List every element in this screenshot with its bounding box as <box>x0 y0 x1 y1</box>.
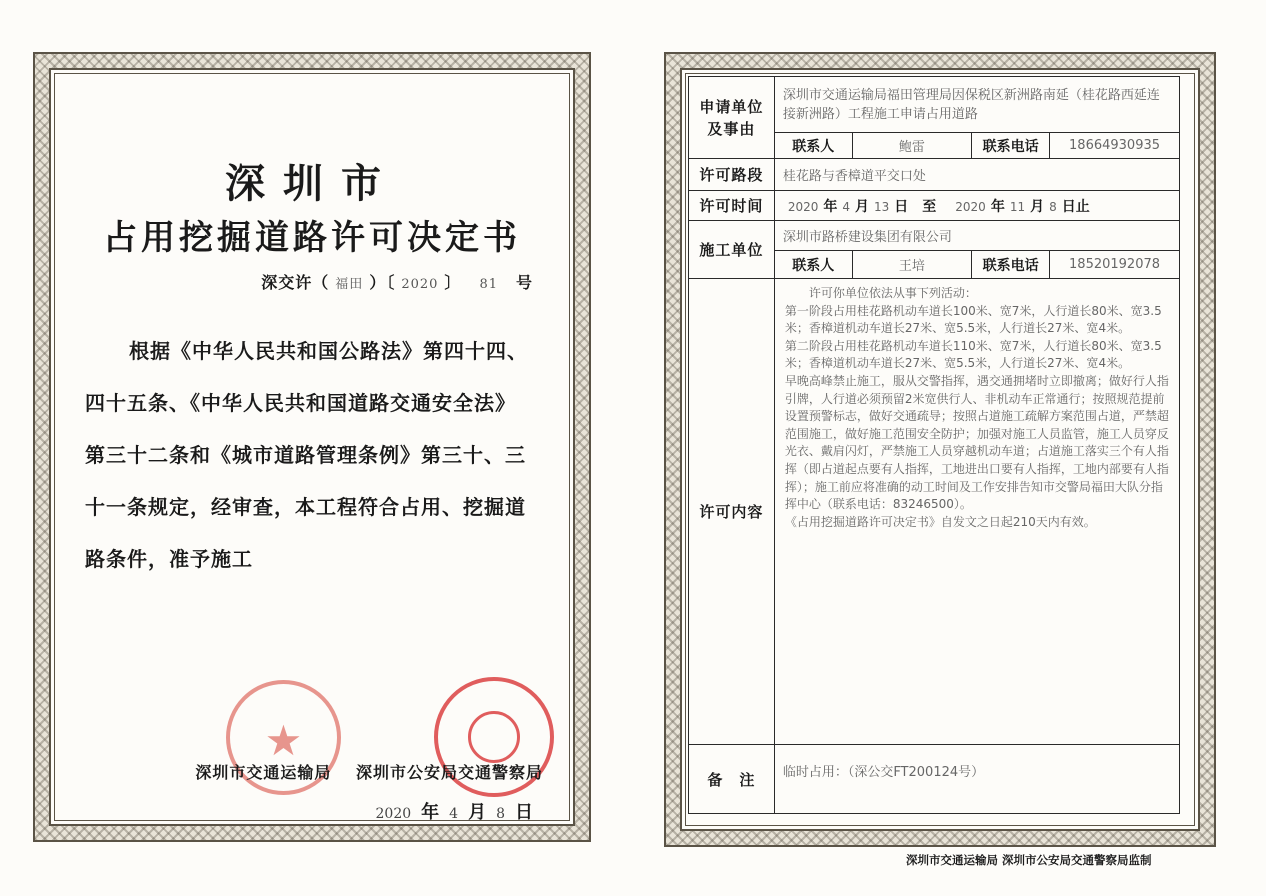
permit-period <box>774 191 1179 221</box>
month-unit: 月 <box>468 802 487 823</box>
contact-label: 联系人 <box>774 133 852 159</box>
start-month: 4 <box>842 199 850 214</box>
doc-no-year: 2020 <box>401 277 439 292</box>
decision-text <box>85 325 539 585</box>
remarks-value: 临时占用：（深公交FT200124号） <box>774 745 1179 814</box>
day-unit: 日 <box>515 802 533 823</box>
year-unit: 年 <box>421 802 440 823</box>
constructor-phone: 18520192078 <box>1050 251 1180 279</box>
star-icon: ★ <box>264 716 303 765</box>
start-day: 13 <box>874 199 890 214</box>
road-label: 许可路段 <box>689 159 775 191</box>
table-row <box>689 77 1180 133</box>
year-unit: 年 <box>823 198 838 215</box>
left-page-border <box>33 52 591 842</box>
document-title: 占用挖掘道路许可决定书 <box>103 218 521 258</box>
doc-no-bracket-close: 〕 <box>444 273 462 292</box>
issue-year: 2020 <box>375 806 412 822</box>
time-label: 许可时间 <box>689 191 775 221</box>
phone-label: 联系电话 <box>972 133 1050 159</box>
start-year: 2020 <box>787 199 819 214</box>
decision-line: 第三十二条和《城市道路管理条例》第三十、三 <box>85 443 526 467</box>
table-row <box>689 191 1180 221</box>
end-suffix: 日止 <box>1061 198 1090 215</box>
end-month: 11 <box>1009 199 1026 214</box>
permit-content <box>774 279 1179 745</box>
right-page <box>680 68 1200 831</box>
content-paragraph: 许可你单位依法从事下列活动： <box>808 286 977 300</box>
supervision-note: 深圳市交通运输局 深圳市公安局交通警察局监制 <box>906 853 1152 867</box>
decision-line: 十一条规定，经审查，本工程符合占用、挖掘道 <box>85 495 526 519</box>
to-separator: 至 <box>922 198 937 215</box>
constructor-phone-label: 联系电话 <box>972 251 1050 279</box>
constructor-value: 深圳市路桥建设集团有限公司 <box>774 221 1179 251</box>
road-value: 桂花路与香樟道平交口处 <box>774 159 1179 191</box>
table-row <box>689 159 1180 191</box>
end-year: 2020 <box>955 199 986 214</box>
doc-no-number: 81 <box>479 277 498 292</box>
month-unit: 月 <box>855 198 869 215</box>
content-paragraph: 第一阶段占用桂花路机动车道长100米、宽7米，人行道长80米、宽3.5米；香樟道机动车道长27米、宽5.5米，人行道长27米、宽4米。 <box>784 303 1162 336</box>
right-page-border <box>664 52 1216 847</box>
applicant-label: 申请单位 及事由 <box>689 77 775 159</box>
title-city: 深圳市 <box>225 160 399 207</box>
end-day: 8 <box>1049 199 1057 214</box>
doc-no-bracket: ）〔 <box>369 273 396 292</box>
content-paragraph: 第二阶段占用桂花路机动车道长110米、宽7米，人行道长80米、宽3.5米；香樟道机动车道长27米、宽5.5米，人行道长27米、宽4米。 <box>784 338 1162 371</box>
permit-table <box>688 76 1180 814</box>
content-paragraph: 《占用挖掘道路许可决定书》自发文之日起210天内有效。 <box>784 514 1096 529</box>
decision-line: 四十五条、《中华人民共和国道路交通安全法》 <box>85 391 516 415</box>
doc-no-district: 福田 <box>335 277 364 292</box>
doc-no-suffix: 号 <box>515 273 533 292</box>
constructor-label: 施工单位 <box>689 221 775 279</box>
issuing-authorities <box>51 760 543 783</box>
decision-line: 路条件，准予施工 <box>85 547 253 571</box>
issue-month: 4 <box>449 806 459 822</box>
constructor-contact-label: 联系人 <box>774 251 852 279</box>
table-row <box>689 221 1180 251</box>
left-page <box>49 68 575 826</box>
content-paragraph: 早晚高峰禁止施工，服从交警指挥，遇交通拥堵时立即撤离；做好行人指引牌，人行道必须预留2米宽供行人、非机动车正常通行；按照规范提前设置预警标志，做好交通疏导；按照占道施工疏解方案范围占道，严禁超范围施工，做好施工范围安全防护；加强对施工人员监管，施工人员穿反光衣、戴肩闪灯，严禁施工人员穿越机动车道；占道施工落实三个有人指挥（即占道起点要有人指挥，工地进出口要有人指挥，工地内部要有人指挥）；施工前应将准确的动工时间及工作安排告知市交警局福田大队分指挥中心（联系电话：83246500）。 <box>784 373 1169 512</box>
contact-name: 鲍雷 <box>852 133 972 159</box>
day-unit: 日 <box>894 198 909 215</box>
table-row <box>689 745 1180 814</box>
doc-no-prefix: 深交许（ <box>261 273 330 292</box>
issue-date <box>366 798 533 824</box>
document-number <box>261 270 533 293</box>
applicant-value: 深圳市交通运输局福田管理局因保税区新洲路南延（桂花路西延连接新洲路）工程施工申请占用道路 <box>774 77 1179 133</box>
remarks-label: 备 注 <box>689 745 775 814</box>
issue-day: 8 <box>496 806 505 822</box>
table-row <box>689 279 1180 745</box>
constructor-contact: 王培 <box>852 251 972 279</box>
issuer-transport: 深圳市交通运输局 <box>195 763 332 782</box>
contact-phone: 18664930935 <box>1050 133 1180 159</box>
content-label: 许可内容 <box>689 279 775 745</box>
decision-line: 根据《中华人民共和国公路法》第四十四、 <box>129 339 528 363</box>
police-emblem-icon <box>468 711 520 763</box>
issuer-police: 深圳市公安局交通警察局 <box>355 763 543 782</box>
year-unit: 年 <box>990 198 1005 215</box>
month-unit: 月 <box>1030 198 1045 215</box>
